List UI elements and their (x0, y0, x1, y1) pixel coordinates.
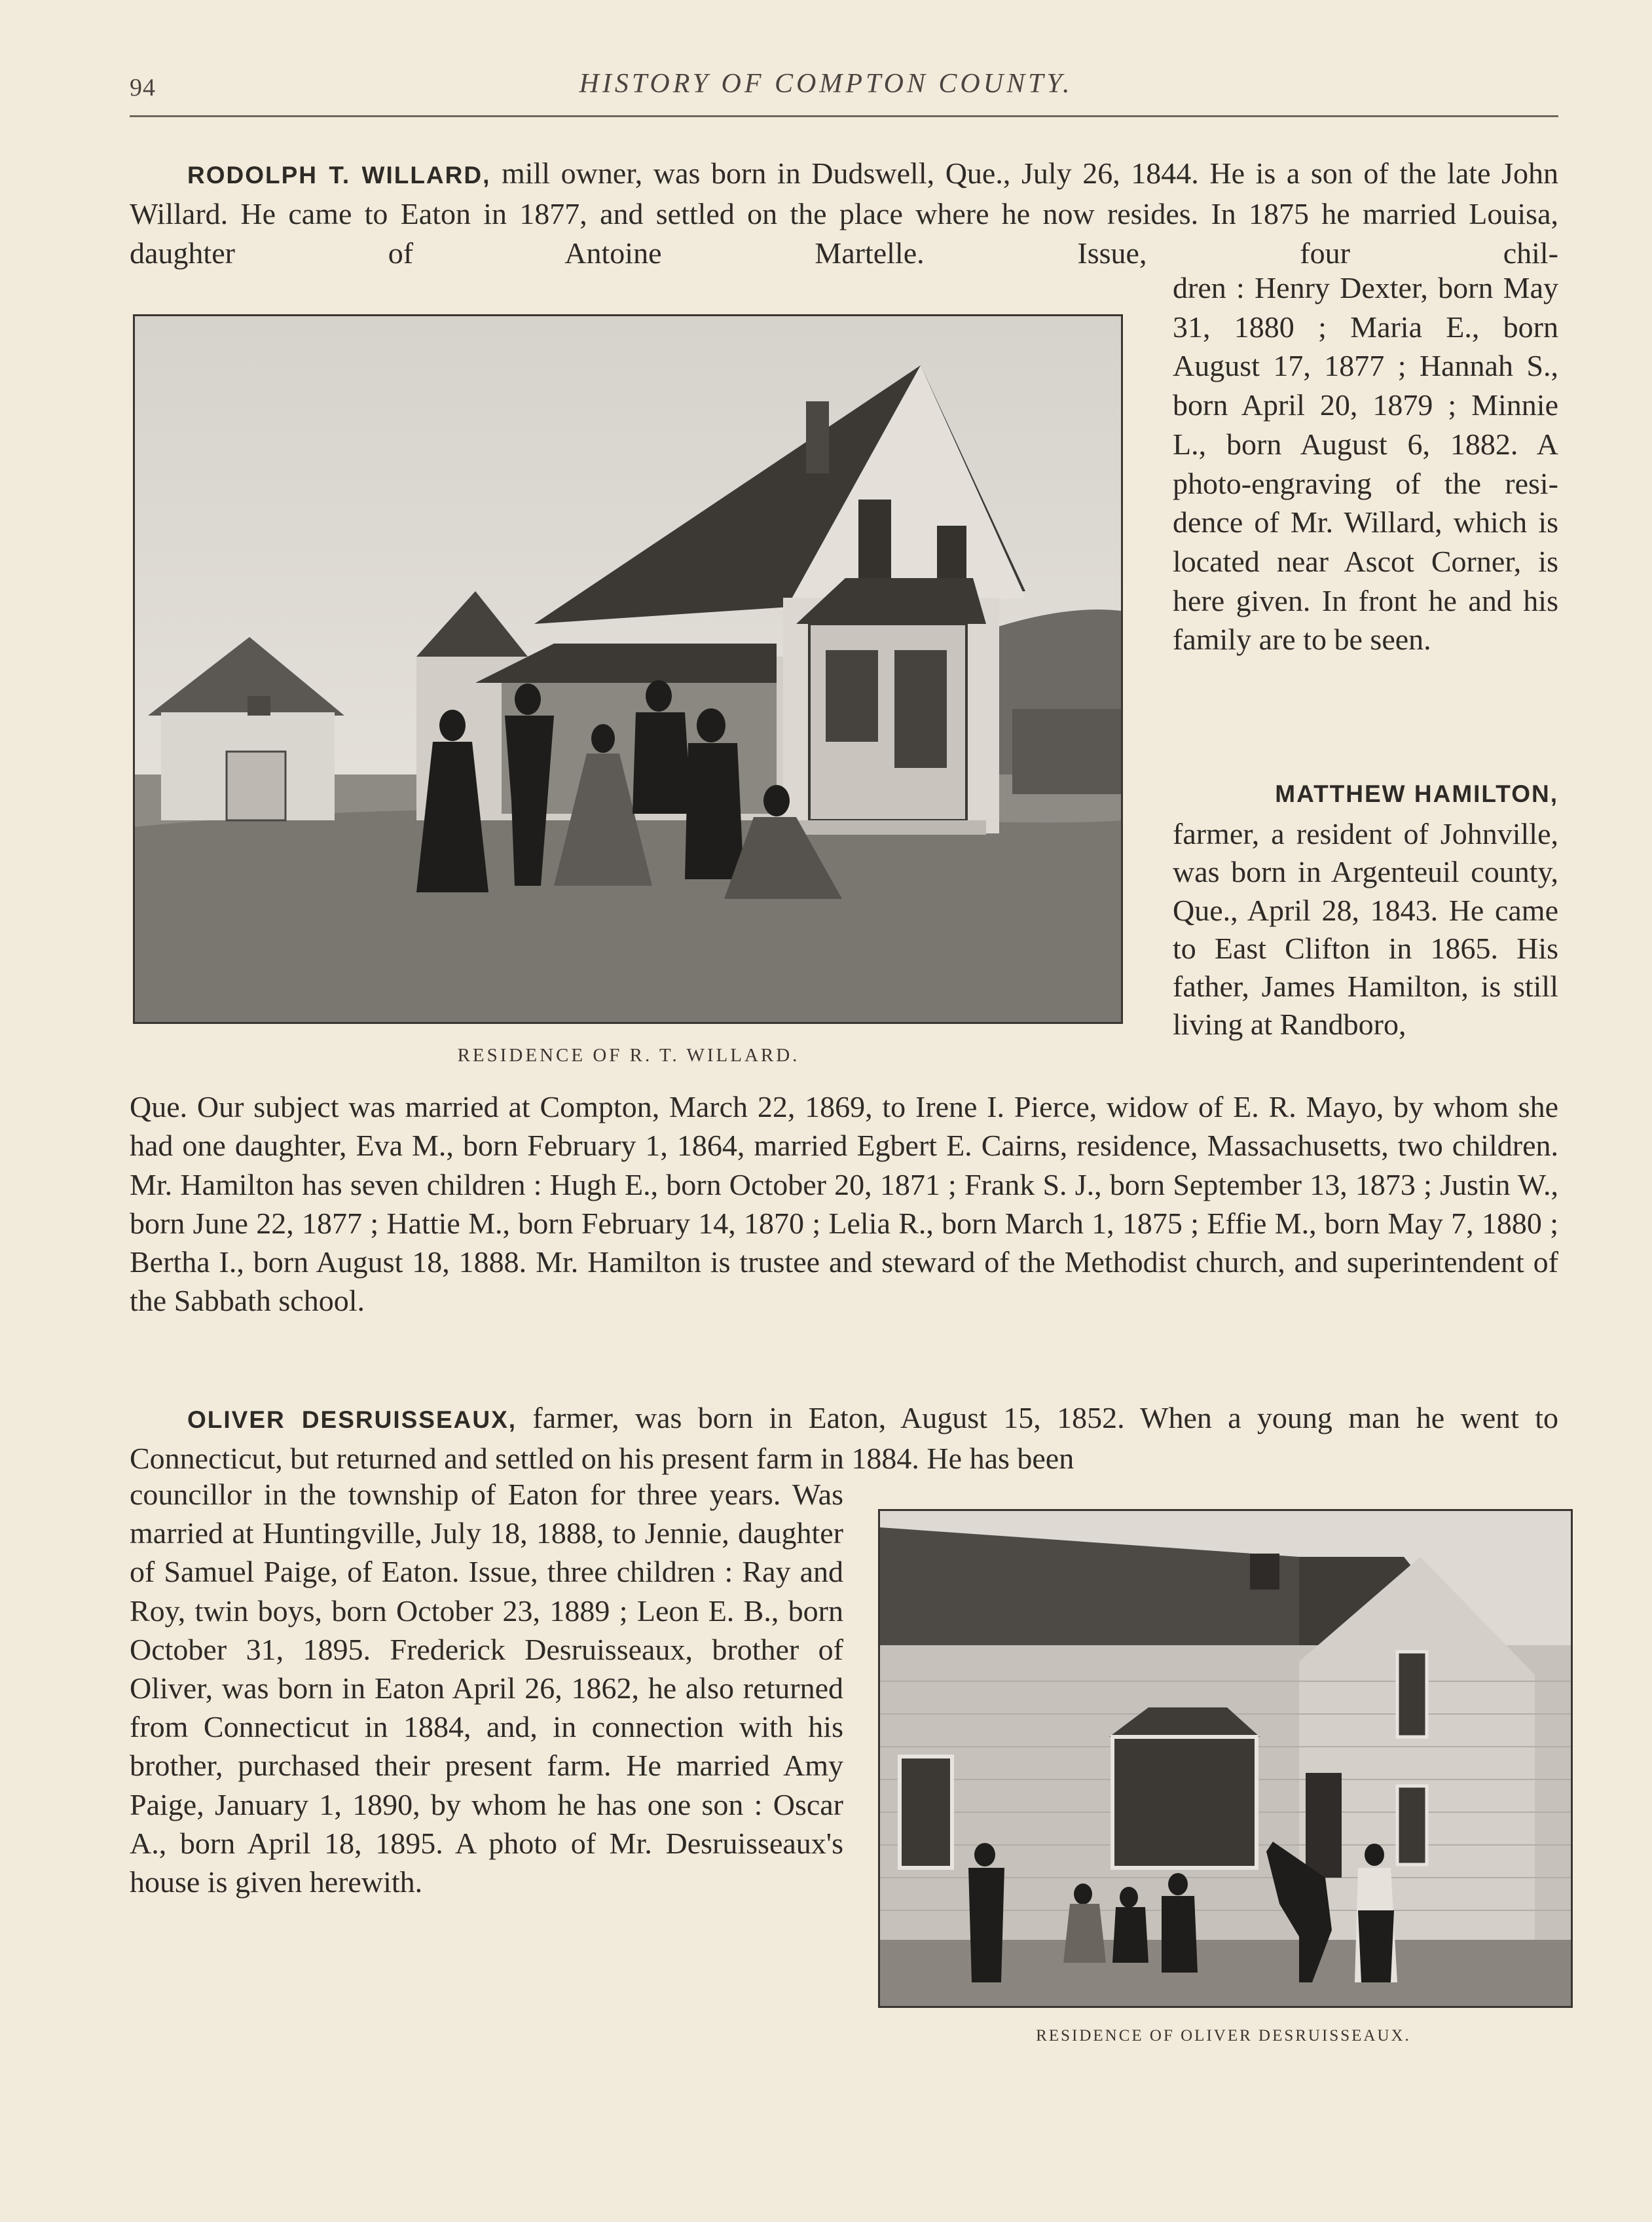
hamilton-heading (1173, 773, 1558, 813)
running-title: HISTORY OF COMPTON COUNTY. (579, 69, 1073, 99)
header-rule (130, 115, 1558, 117)
willard-intro (130, 154, 1558, 272)
desruisseaux-photo-caption: RESIDENCE OF OLIVER DESRUISSEAUX. (1036, 2027, 1411, 2045)
desruisseaux-column-text: councillor in the township of Eaton for three years. Was married at Huntingville, July 18, 1888, to Jennie, daughter of Samuel Paige, of Eaton. Issue, three children : Ray and Roy, twin boys, born October 23, 1889 ; Leon E. B., born October 31, 1895. Frederick Desruisseaux, brother of Oliver, was born in Eaton April 26, 1862, he also returned from Connecticut in 1884, and, in connection with his brother, purchased their present farm. He married Amy Paige, January 1, 1890, by whom he has one son : Oscar A., born April 18, 1895. A photo of Mr. Desruisseaux's house is given herewith. (130, 1478, 843, 1899)
desruisseaux-residence-photo (878, 1509, 1573, 2008)
willard-intro-text: mill owner, was born in Dudswell, Que., July 26, 1844. He is a son of the late John Willard. He came to Eaton in 1877, and settled on the place where he now resides. In 1875 he married Louisa, daughter of Antoine Martelle. Issue, four chil- (130, 156, 1558, 270)
hamilton-name: MATTHEW HAMILTON, (1275, 780, 1558, 807)
desruisseaux-intro-text: farmer, was born in Eaton, August 15, 1852. When a young man he went to Connecticut, but returned and settled on his present farm in 1884. He has been (130, 1401, 1558, 1476)
willard-name: RODOLPH T. WILLARD, (187, 162, 491, 189)
hamilton-full-text: Que. Our subject was married at Compton, March 22, 1869, to Irene I. Pierce, widow of E. R. Mayo, by whom she had one daughter, Eva M., born February 1, 1864, married Egbert E. Cairns, residence, Massachusetts, two children. Mr. Hamilton has seven children : Hugh E., born October 20, 1871 ; Frank S. J., born September 13, 1873 ; Justin W., born June 22, 1877 ; Hattie M., born February 14, 1870 ; Lelia R., born March 1, 1875 ; Effie M., born May 7, 1880 ; Bertha I., born August 18, 1888. Mr. Hamilton is trustee and steward of the Methodist church, and superintendent of the Sabbath school. (130, 1090, 1558, 1318)
desruisseaux-intro (130, 1398, 1558, 1478)
willard-residence-photo (133, 314, 1123, 1024)
willard-column-text: dren : Henry Dexter, born May 31, 1880 ; Maria E., born August 17, 1877 ; Hannah S., born April 20, 1879 ; Minnie L., born August 6, 1882. A photo-engraving of the resi-dence of Mr. Willard, which is located near Ascot Corner, is here given. In front he and his family are to be seen. (1173, 271, 1558, 657)
page-number: 94 (130, 74, 156, 101)
desruisseaux-name: OLIVER DESRUISSEAUX, (187, 1406, 517, 1433)
willard-photo-caption: RESIDENCE OF R. T. WILLARD. (457, 1045, 800, 1066)
hamilton-column-text: farmer, a resident of Johnville, was born in Argenteuil county, Que., April 28, 1843. He came to East Clifton in 1865. His father, James Hamilton, is still living at Randboro, (1173, 817, 1558, 1042)
